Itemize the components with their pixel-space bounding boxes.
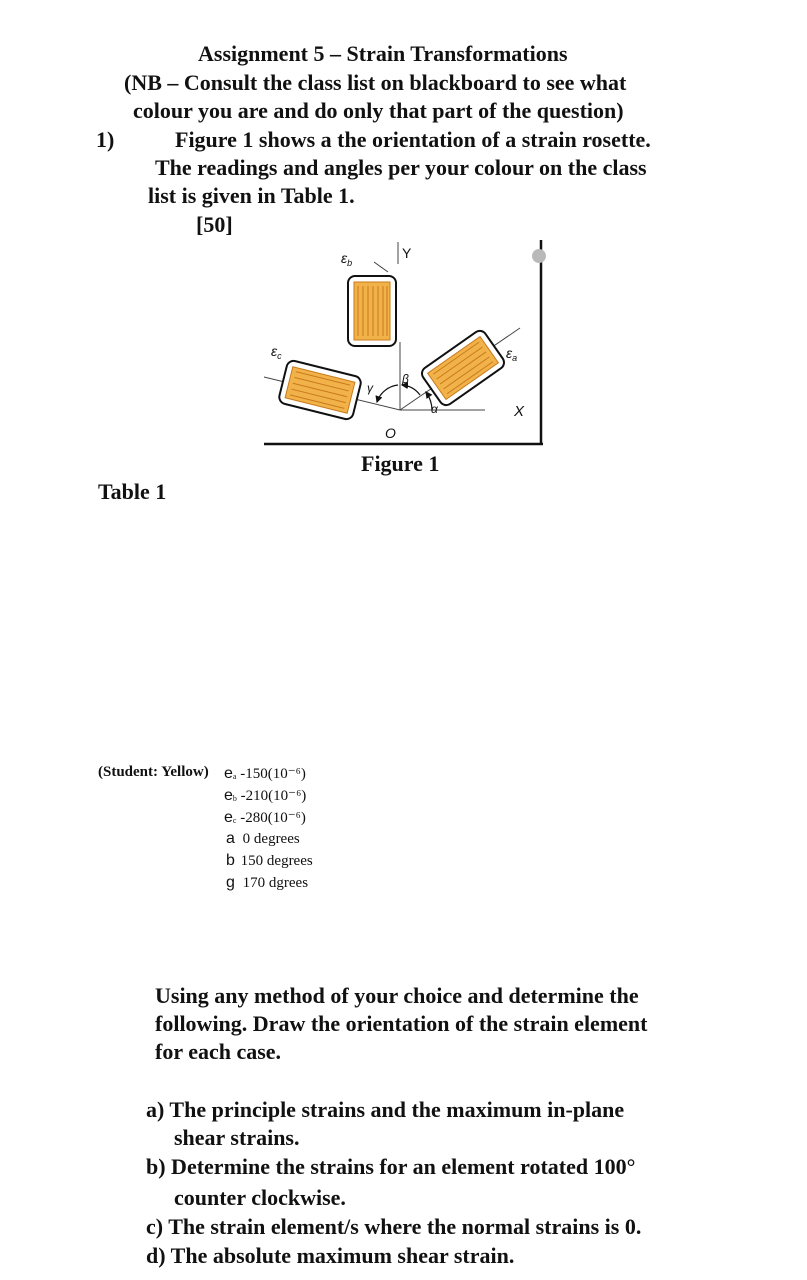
question-line-1: Figure 1 shows a the orientation of a strain rosette. xyxy=(175,127,651,152)
item-b: b) Determine the strains for an element rotated 100° xyxy=(146,1154,636,1179)
strain-rosette-figure xyxy=(250,232,560,452)
instruction-line-2: following. Draw the orientation of the strain element xyxy=(155,1011,648,1036)
label-eps-a: $\varepsilon_a$ xyxy=(506,345,518,363)
label-alpha: α xyxy=(431,402,438,416)
question-number: 1) xyxy=(96,127,115,152)
question-marks: [50] xyxy=(196,212,233,237)
scroll-knob-icon xyxy=(532,249,546,263)
gauge-b-icon xyxy=(348,276,396,346)
table-row: g 170 dgrees xyxy=(226,874,309,891)
question-line-3: list is given in Table 1. xyxy=(148,183,355,208)
item-c: c) The strain element/s where the normal strains is 0. xyxy=(146,1214,642,1239)
item-d: d) The absolute maximum shear strain. xyxy=(146,1243,515,1268)
label-y-axis: Y xyxy=(402,245,412,261)
question-line-2: The readings and angles per your colour on the class xyxy=(155,155,647,180)
item-a-cont: shear strains. xyxy=(174,1125,300,1150)
note-line-2: colour you are and do only that part of the question) xyxy=(133,98,624,123)
label-beta: β xyxy=(402,372,409,386)
gauge-c-icon xyxy=(278,359,362,420)
label-eps-b: $\varepsilon_b$ xyxy=(341,250,353,268)
item-a: a) The principle strains and the maximum in-plane xyxy=(146,1097,625,1122)
gauge-a-icon xyxy=(419,328,506,408)
table-row: eb -210(10⁻⁶) xyxy=(224,787,307,804)
label-gamma: γ xyxy=(367,381,373,395)
instruction-line-3: for each case. xyxy=(155,1039,282,1064)
table-row: a 0 degrees xyxy=(226,830,300,847)
label-x-axis: X xyxy=(514,403,525,420)
figure-caption: Figure 1 xyxy=(361,451,440,476)
label-origin: O xyxy=(385,425,396,441)
note-line-1: (NB – Consult the class list on blackboard to see what xyxy=(124,70,627,95)
page-title: Assignment 5 – Strain Transformations xyxy=(198,41,568,66)
table-row: ea -150(10⁻⁶) xyxy=(224,765,306,782)
label-eps-c: $\varepsilon_c$ xyxy=(271,343,282,361)
item-b-cont: counter clockwise. xyxy=(174,1185,346,1210)
instruction-line-1: Using any method of your choice and determine the xyxy=(155,983,639,1008)
table-row: b 150 degrees xyxy=(226,852,313,869)
table-row: ec -280(10⁻⁶) xyxy=(224,809,306,826)
table-heading: Table 1 xyxy=(98,479,167,504)
student-label: (Student: Yellow) xyxy=(98,764,209,780)
